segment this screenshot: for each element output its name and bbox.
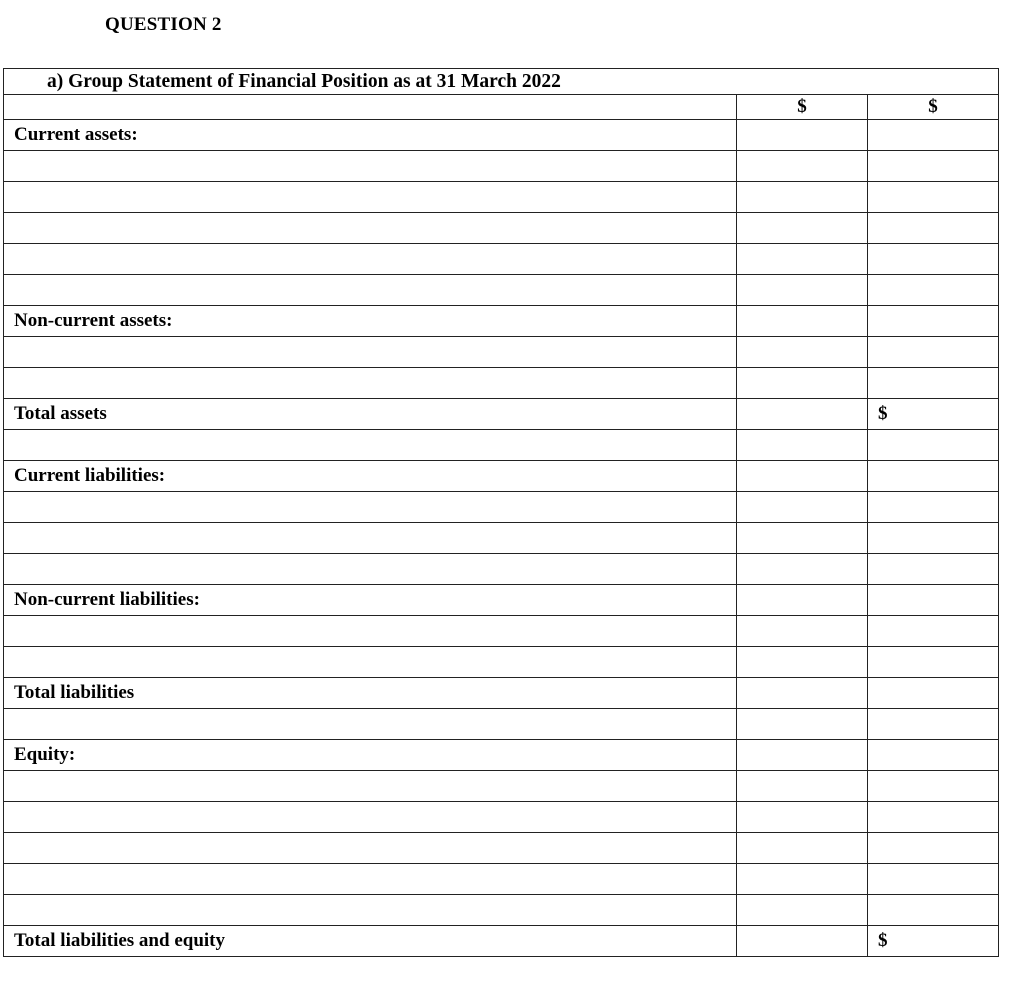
amount-cell-1[interactable] — [737, 678, 868, 709]
amount-cell-1[interactable] — [737, 213, 868, 244]
amount-cell-1[interactable] — [737, 244, 868, 275]
amount-cell-1[interactable] — [737, 647, 868, 678]
table-row — [4, 740, 999, 771]
table-row — [4, 554, 999, 585]
table-row — [4, 182, 999, 213]
row-label — [4, 647, 737, 678]
amount-cell-1[interactable] — [737, 895, 868, 926]
amount-cell-2[interactable]: $ — [868, 399, 999, 430]
amount-cell-1[interactable] — [737, 771, 868, 802]
amount-column-header-2: $ — [868, 95, 999, 120]
row-label — [4, 368, 737, 399]
question-heading: QUESTION 2 — [105, 14, 222, 35]
amount-cell-1[interactable] — [737, 430, 868, 461]
row-label — [4, 337, 737, 368]
row-label: Total assets — [4, 399, 737, 430]
amount-cell-1[interactable] — [737, 182, 868, 213]
table-row — [4, 585, 999, 616]
amount-cell-1[interactable] — [737, 337, 868, 368]
table-row — [4, 926, 999, 957]
amount-cell-2[interactable] — [868, 182, 999, 213]
row-label — [4, 430, 737, 461]
amount-cell-1[interactable] — [737, 523, 868, 554]
row-label — [4, 802, 737, 833]
row-label — [4, 771, 737, 802]
amount-cell-2[interactable] — [868, 120, 999, 151]
amount-cell-2[interactable] — [868, 833, 999, 864]
amount-cell-1[interactable] — [737, 275, 868, 306]
amount-cell-1[interactable] — [737, 492, 868, 523]
amount-cell-2[interactable] — [868, 709, 999, 740]
amount-cell-2[interactable] — [868, 523, 999, 554]
amount-cell-1[interactable] — [737, 864, 868, 895]
amount-cell-2[interactable] — [868, 244, 999, 275]
amount-cell-2[interactable] — [868, 492, 999, 523]
amount-cell-2[interactable] — [868, 554, 999, 585]
table-row — [4, 492, 999, 523]
row-label — [4, 895, 737, 926]
table-row — [4, 430, 999, 461]
amount-cell-2[interactable] — [868, 740, 999, 771]
amount-cell-1[interactable] — [737, 802, 868, 833]
amount-cell-1[interactable] — [737, 368, 868, 399]
table-row — [4, 616, 999, 647]
amount-cell-2[interactable] — [868, 864, 999, 895]
table-row — [4, 461, 999, 492]
table-row — [4, 678, 999, 709]
row-label — [4, 864, 737, 895]
table-row — [4, 244, 999, 275]
amount-cell-1[interactable] — [737, 461, 868, 492]
amount-cell-2[interactable] — [868, 771, 999, 802]
row-label: Non-current assets: — [4, 306, 737, 337]
amount-cell-1[interactable] — [737, 151, 868, 182]
table-row — [4, 771, 999, 802]
table-row — [4, 709, 999, 740]
row-label — [4, 275, 737, 306]
table-row — [4, 306, 999, 337]
amount-cell-2[interactable] — [868, 895, 999, 926]
table-row — [4, 647, 999, 678]
statement-title: a) Group Statement of Financial Position as at 31 March 2022 — [4, 69, 999, 95]
row-label — [4, 709, 737, 740]
table-row — [4, 337, 999, 368]
amount-cell-1[interactable] — [737, 306, 868, 337]
row-label: Equity: — [4, 740, 737, 771]
amount-cell-1[interactable] — [737, 585, 868, 616]
table-row — [4, 895, 999, 926]
row-label — [4, 523, 737, 554]
amount-cell-2[interactable] — [868, 151, 999, 182]
label-column-header — [4, 95, 737, 120]
financial-position-table — [3, 68, 999, 957]
amount-cell-1[interactable] — [737, 616, 868, 647]
table-row — [4, 802, 999, 833]
amount-cell-2[interactable] — [868, 337, 999, 368]
table-title-row — [4, 69, 999, 95]
row-label — [4, 244, 737, 275]
amount-cell-2[interactable] — [868, 647, 999, 678]
amount-cell-2[interactable] — [868, 585, 999, 616]
amount-cell-2[interactable] — [868, 368, 999, 399]
row-label: Total liabilities — [4, 678, 737, 709]
amount-cell-2[interactable]: $ — [868, 926, 999, 957]
amount-cell-1[interactable] — [737, 709, 868, 740]
row-label: Current liabilities: — [4, 461, 737, 492]
amount-cell-2[interactable] — [868, 802, 999, 833]
row-label — [4, 554, 737, 585]
row-label — [4, 833, 737, 864]
row-label — [4, 492, 737, 523]
row-label: Non-current liabilities: — [4, 585, 737, 616]
row-label — [4, 151, 737, 182]
table-row — [4, 275, 999, 306]
amount-cell-2[interactable] — [868, 213, 999, 244]
table-row — [4, 523, 999, 554]
row-label: Current assets: — [4, 120, 737, 151]
table-row — [4, 833, 999, 864]
amount-cell-2[interactable] — [868, 678, 999, 709]
table-row — [4, 368, 999, 399]
amount-cell-2[interactable] — [868, 461, 999, 492]
amount-cell-2[interactable] — [868, 306, 999, 337]
table-row — [4, 151, 999, 182]
amount-cell-2[interactable] — [868, 430, 999, 461]
row-label — [4, 616, 737, 647]
row-label — [4, 213, 737, 244]
amount-cell-1[interactable] — [737, 120, 868, 151]
row-label — [4, 182, 737, 213]
amount-cell-1[interactable] — [737, 399, 868, 430]
amount-cell-2[interactable] — [868, 275, 999, 306]
table-row — [4, 864, 999, 895]
amount-cell-1[interactable] — [737, 833, 868, 864]
column-header-row — [4, 95, 999, 120]
amount-cell-1[interactable] — [737, 554, 868, 585]
amount-cell-1[interactable] — [737, 926, 868, 957]
table-row — [4, 213, 999, 244]
amount-cell-2[interactable] — [868, 616, 999, 647]
amount-column-header-1: $ — [737, 95, 868, 120]
amount-cell-1[interactable] — [737, 740, 868, 771]
row-label: Total liabilities and equity — [4, 926, 737, 957]
table-row — [4, 399, 999, 430]
table-row — [4, 120, 999, 151]
